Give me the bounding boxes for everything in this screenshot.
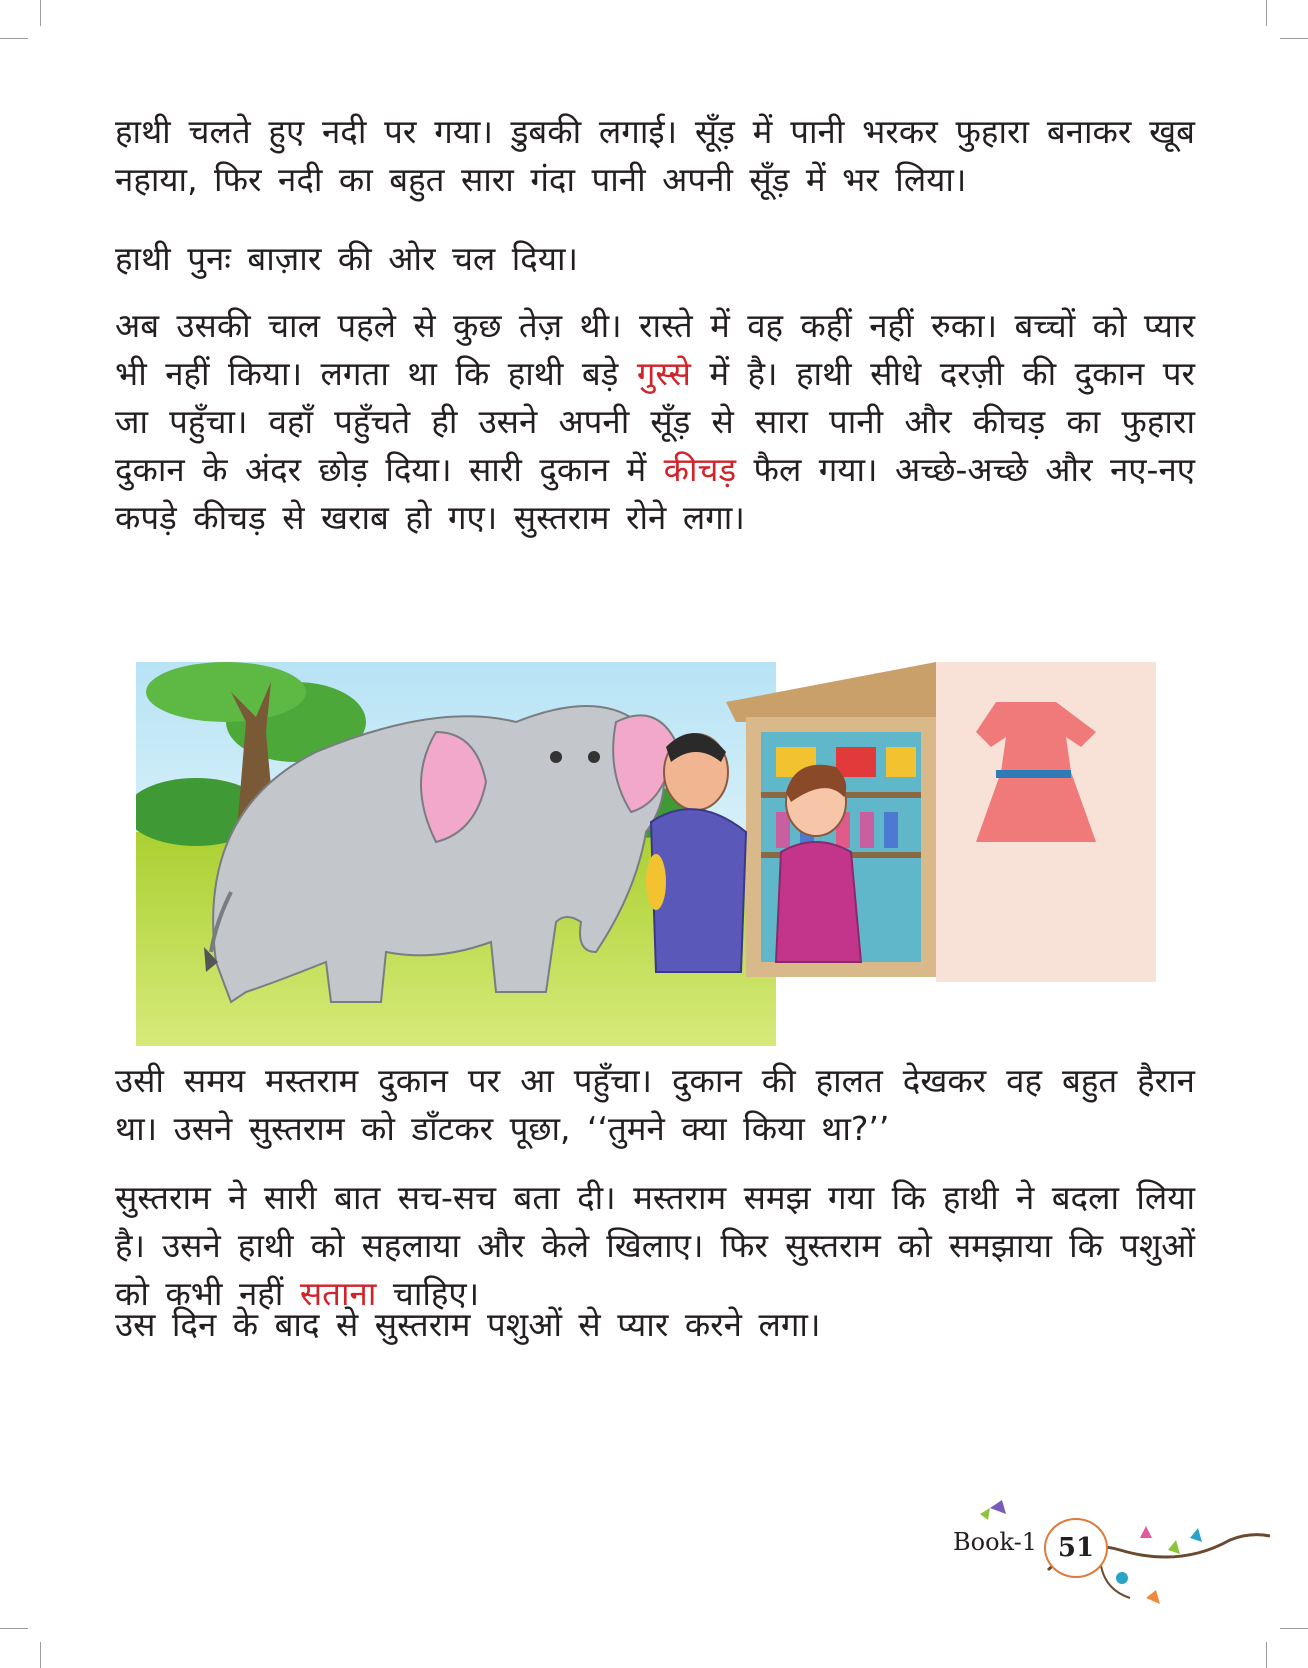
text-segment: हाथी चलते हुए नदी पर गया। डुबकी लगाई। सूँड़ में पानी भरकर फुहारा बनाकर खूब नहाया, फिर नदी का बहुत सारा गंदा पानी अपनी सूँड़ में भर लिया। [115, 112, 1195, 199]
paragraph-mastram-understands [115, 1174, 1195, 1318]
story-illustration [136, 662, 1156, 1046]
highlighted-word: कीचड़ [663, 450, 737, 489]
text-segment: चाहिए। [376, 1274, 480, 1313]
paragraph-river-bath [115, 108, 1195, 204]
crop-mark [1280, 38, 1308, 39]
highlighted-word: गुस्से [636, 354, 691, 393]
highlighted-word: सताना [299, 1274, 377, 1313]
page-number-badge [1044, 1518, 1108, 1578]
text-segment: उसी समय मस्तराम दुकान पर आ पहुँचा। दुकान की हालत देखकर वह बहुत हैरान था। उसने सुस्तराम को डाँटकर पूछा, ‘‘तुमने क्या किया था?’’ [115, 1061, 1195, 1148]
page-number: 51 [1057, 1533, 1095, 1563]
book-label: Book-1 [953, 1528, 1038, 1556]
text-segment: हाथी पुनः बाज़ार की ओर चल दिया। [115, 239, 579, 278]
text-segment: उस दिन के बाद से सुस्तराम पशुओं से प्यार करने लगा। [115, 1305, 821, 1344]
text-segment: सुस्तराम ने सारी बात सच-सच बता दी। मस्तराम समझ गया कि हाथी ने बदला लिया है। उसने हाथी को सहलाया और केले खिलाए। फिर सुस्तराम को समझाया कि पशुओं को कभी नहीं [115, 1178, 1195, 1313]
text-segment: फैल गया। अच्छे-अच्छे और नए-नए कपड़े कीचड़ से खराब हो गए। सुस्तराम रोने लगा। [115, 450, 1196, 537]
text-segment: में है। हाथी सीधे दरज़ी की दुकान पर जा पहुँचा। वहाँ पहुँचते ही उसने अपनी सूँड़ से सारा पानी और कीचड़ का फुहारा दुकान के अंदर छोड़ दिया। सारी दुकान में [115, 354, 1195, 489]
crop-mark [1266, 1642, 1267, 1668]
crop-mark [40, 1642, 41, 1668]
crop-mark [40, 0, 41, 26]
text-segment: अब उसकी चाल पहले से कुछ तेज़ थी। रास्ते में वह कहीं नहीं रुका। बच्चों को प्यार भी नहीं किया। लगता था कि हाथी बड़े [115, 306, 1195, 393]
paragraph-return-to-market [115, 235, 1195, 283]
footer-vine-decoration [950, 1498, 1280, 1618]
crop-mark [0, 38, 28, 39]
paragraph-ending [115, 1301, 1195, 1349]
crop-mark [0, 1628, 28, 1629]
crop-mark [1266, 0, 1267, 26]
crop-mark [1280, 1628, 1308, 1629]
paragraph-mud-in-shop [115, 302, 1195, 542]
paragraph-mastram-arrives [115, 1057, 1195, 1153]
